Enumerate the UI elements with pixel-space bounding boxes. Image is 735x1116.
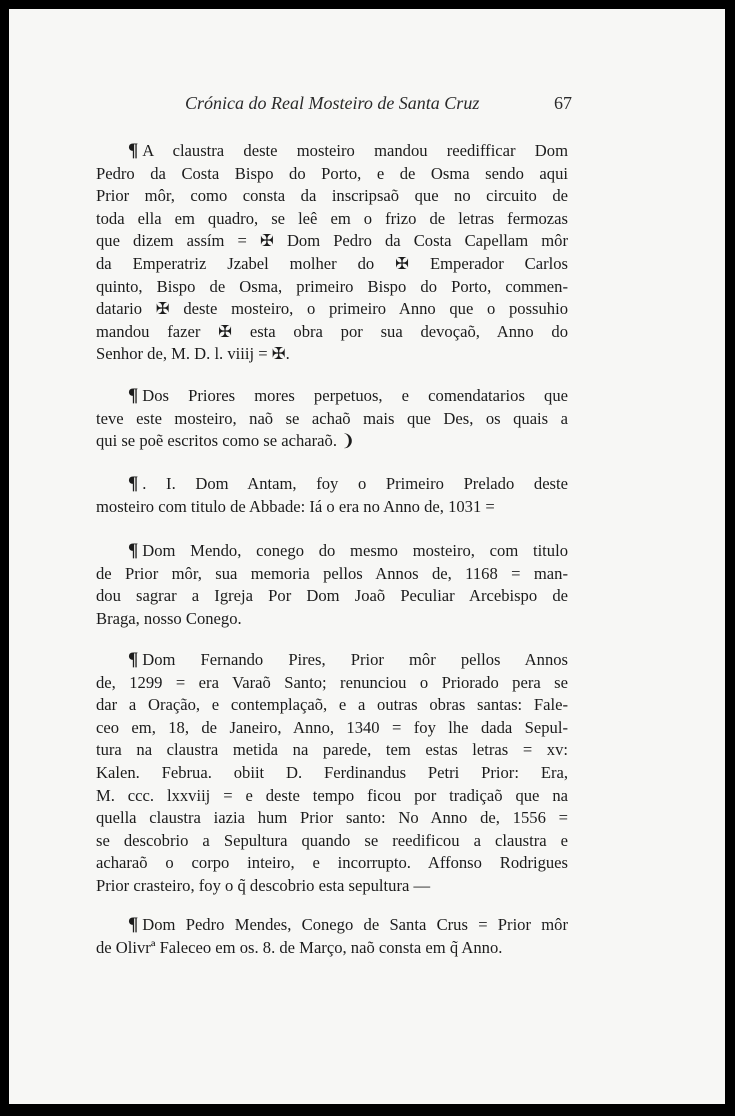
line-text: M. ccc. lxxviij = e deste tempo ficou por tradiçaõ que na <box>96 785 568 805</box>
text-line <box>96 937 568 960</box>
line-text: datario ✠ deste mosteiro, o primeiro Anno que o possuhio <box>96 299 568 319</box>
paragraph-mark-icon: ¶ <box>128 385 139 406</box>
line-text: mosteiro com titulo de Abbade: Iá o era no Anno de, 1031 = <box>96 496 495 516</box>
line-text: Dos Priores mores perpetuos, e comendatarios que <box>142 386 568 405</box>
line-text: . I. Dom Antam, foy o Primeiro Prelado deste <box>142 474 568 493</box>
text-line <box>96 694 568 717</box>
running-title: Crónica do Real Mosteiro de Santa Cruz <box>185 93 480 113</box>
text-line <box>96 608 568 631</box>
text-line <box>96 563 568 586</box>
text-line <box>96 385 568 408</box>
text-line <box>96 739 568 762</box>
line-text: Senhor de, M. D. l. viiij = ✠. <box>96 344 290 364</box>
text-line <box>96 785 568 808</box>
text-line <box>96 649 568 672</box>
book-page <box>9 9 725 1104</box>
text-line <box>96 875 568 898</box>
text-line <box>96 496 568 519</box>
text-line <box>96 852 568 875</box>
paragraph-pedro-mendes <box>96 914 568 959</box>
text-line <box>96 585 568 608</box>
line-text: Prior môr, como consta da inscripsaõ que no circuito de <box>96 186 568 206</box>
text-line <box>96 163 568 186</box>
line-text: qui se poẽ escritos como se acharaõ. ❩ <box>96 431 356 451</box>
text-line <box>96 276 568 299</box>
text-line <box>96 298 568 321</box>
line-text: Dom Pedro Mendes, Conego de Santa Crus = Prior môr <box>142 915 568 934</box>
text-line <box>96 807 568 830</box>
line-text: A claustra deste mosteiro mandou reedifficar Dom <box>142 141 568 160</box>
line-text: Braga, nosso Conego. <box>96 608 242 628</box>
paragraph-mark-icon: ¶ <box>128 914 139 935</box>
line-text: quinto, Bispo de Osma, primeiro Bispo do Porto, commen- <box>96 276 568 296</box>
paragraph-mark-icon: ¶ <box>128 649 139 670</box>
line-text: Pedro da Costa Bispo do Porto, e de Osma sendo aqui <box>96 163 568 183</box>
line-text: de Prior môr, sua memoria pellos Annos de, 1168 = man- <box>96 563 568 583</box>
line-text: dou sagrar a Igreja Por Dom Joaõ Peculiar Arcebispo de <box>96 586 568 606</box>
paragraph-mark-icon: ¶ <box>128 540 139 561</box>
line-text: quella claustra iazia hum Prior santo: No Anno de, 1556 = <box>96 808 568 828</box>
text-line <box>96 230 568 253</box>
paragraph-mark-icon: ¶ <box>128 473 139 494</box>
line-text: Dom Mendo, conego do mesmo mosteiro, com titulo <box>142 541 568 560</box>
text-line <box>96 408 568 431</box>
line-text: acharaõ o corpo inteiro, e incorrupto. Affonso Rodrigues <box>96 853 568 873</box>
text-line <box>96 830 568 853</box>
text-line <box>96 140 568 163</box>
text-line <box>96 185 568 208</box>
line-text: mandou fazer ✠ esta obra por sua devoçaõ, Anno do <box>96 321 568 341</box>
text-line <box>96 717 568 740</box>
line-text: toda ella em quadro, se leê em o frizo de letras fermozas <box>96 208 568 228</box>
text-line <box>96 473 568 496</box>
text-line <box>96 321 568 344</box>
paragraph-priors-intro <box>96 385 568 453</box>
line-text: Prior crasteiro, foy o q̃ descobrio esta sepultura — <box>96 875 431 895</box>
text-line <box>96 914 568 937</box>
text-line <box>96 672 568 695</box>
line-text: Kalen. Februa. obiit D. Ferdinandus Petri Prior: Era, <box>96 762 568 782</box>
text-line <box>96 253 568 276</box>
line-text: de, 1299 = era Varaõ Santo; renunciou o Priorado pera se <box>96 672 568 692</box>
paragraph-cloister <box>96 140 568 366</box>
paragraph-fernando-pires <box>96 649 568 898</box>
text-line <box>96 540 568 563</box>
line-text: de Olivrª Faleceo em os. 8. de Março, naõ consta em q̃ Anno. <box>96 937 503 957</box>
line-text: dar a Oração, e contemplaçaõ, e a outras obras santas: Fale- <box>96 695 568 715</box>
text-line <box>96 208 568 231</box>
line-text: teve este mosteiro, naõ se achaõ mais que Des, os quais a <box>96 408 568 428</box>
line-text: que dizem assím = ✠ Dom Pedro da Costa Capellam môr <box>96 231 568 251</box>
line-text: se descobrio a Sepultura quando se reedificou a claustra e <box>96 830 568 850</box>
running-header <box>9 93 725 117</box>
line-text: da Emperatriz Jzabel molher do ✠ Emperador Carlos <box>96 253 568 273</box>
paragraph-mark-icon: ¶ <box>128 140 139 161</box>
line-text: Dom Fernando Pires, Prior môr pellos Annos <box>142 650 568 669</box>
line-text: ceo em, 18, de Janeiro, Anno, 1340 = foy lhe dada Sepul- <box>96 717 568 737</box>
text-line <box>96 762 568 785</box>
text-line <box>96 343 568 366</box>
paragraph-antam <box>96 473 568 518</box>
page-number: 67 <box>554 93 572 113</box>
line-text: tura na claustra metida na parede, tem estas letras = xv: <box>96 740 568 760</box>
paragraph-mendo <box>96 540 568 630</box>
text-line <box>96 430 568 453</box>
